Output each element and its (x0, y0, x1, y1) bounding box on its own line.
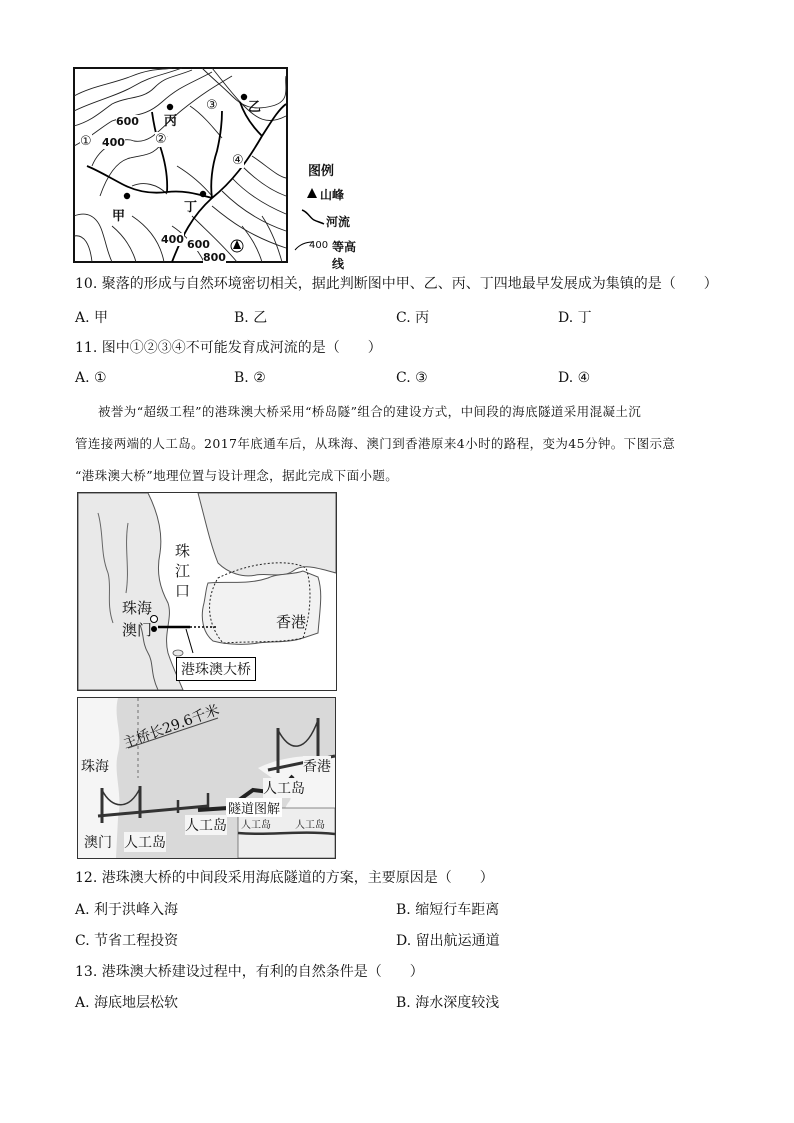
question-12-stem: 12. 港珠澳大桥的中间段采用海底隧道的方案，主要原因是（ ） (75, 870, 494, 886)
q10-option-c[interactable]: C. 丙 (396, 310, 430, 326)
artificial-island-label: 人工岛 (124, 832, 166, 852)
peak-icon (306, 187, 318, 199)
question-11-stem: 11. 图中①②③④不可能发育成河流的是（ ） (75, 340, 382, 356)
location-map-figure (77, 492, 337, 691)
river-label-4: ④ (232, 153, 244, 168)
passage-line-3: “港珠澳大桥”地理位置与设计理念，据此完成下面小题。 (75, 468, 399, 483)
river-icon (300, 208, 326, 228)
place-label-yi: 乙 (248, 100, 262, 115)
q11-option-a[interactable]: A. ① (75, 370, 107, 386)
legend (300, 156, 360, 271)
hongkong-label: 香港 (303, 756, 331, 776)
estuary-label: 珠 江 口 (175, 542, 191, 600)
contour-map-figure (72, 66, 358, 271)
macau-label: 澳门 (84, 832, 112, 852)
q11-option-b[interactable]: B. ② (234, 370, 266, 386)
main-bridge-label: 主桥长29.6千米 (121, 702, 222, 752)
river-label-3: ③ (206, 98, 218, 113)
legend-contour-sample: 400 (309, 240, 329, 251)
contour-label: 800 (203, 251, 226, 264)
place-label-jia: 甲 (112, 209, 126, 224)
q10-option-b[interactable]: B. 乙 (234, 310, 268, 326)
q13-option-a[interactable]: A. 海底地层松软 (75, 995, 179, 1011)
artificial-island-label: 人工岛 (295, 820, 325, 831)
macau-label: 澳门 (122, 621, 153, 639)
river-label-2: ② (155, 132, 167, 147)
passage-line-1: 被誉为“超级工程”的港珠澳大桥采用“桥岛隧”组合的建设方式，中间段的海底隧道采用混凝土沉 (98, 404, 642, 419)
contour-label: 600 (116, 115, 139, 128)
place-label-bing: 丙 (164, 114, 178, 129)
place-label-ding: 丁 (184, 200, 198, 215)
q12-option-b[interactable]: B. 缩短行车距离 (396, 902, 500, 918)
question-10-stem: 10. 聚落的形成与自然环境密切相关，据此判断图中甲、乙、丙、丁四地最早发展成为集镇的是（ ） (75, 276, 718, 292)
river-label-1: ① (80, 134, 92, 149)
hongkong-label: 香港 (276, 613, 307, 631)
question-13-stem: 13. 港珠澳大桥建设过程中，有利的自然条件是（ ） (75, 964, 424, 980)
q12-option-d[interactable]: D. 留出航运通道 (396, 933, 500, 949)
legend-river: 河流 (326, 215, 351, 229)
passage-line-2: 管连接两端的人工岛。2017年底通车后，从珠海、澳门到香港原来4小时的路程，变为45分钟。下图示意 (75, 436, 676, 451)
q11-option-c[interactable]: C. ③ (396, 370, 428, 386)
artificial-island-label: 人工岛 (263, 778, 305, 798)
q12-option-c[interactable]: C. 节省工程投资 (75, 933, 179, 949)
contour-label: 400 (102, 136, 125, 149)
legend-title: 图例 (308, 164, 335, 179)
q10-option-a[interactable]: A. 甲 (75, 310, 109, 326)
zhuhai-label: 珠海 (122, 599, 153, 617)
q10-option-d[interactable]: D. 丁 (558, 310, 592, 326)
tunnel-label: 隧道图解 (226, 798, 282, 817)
artificial-island-label: 人工岛 (185, 815, 227, 835)
legend-contour: 等高线 (332, 240, 357, 271)
contour-label: 400 (161, 233, 184, 246)
contour-label: 600 (187, 238, 210, 251)
q11-option-d[interactable]: D. ④ (558, 370, 591, 386)
bridge-label: 港珠澳大桥 (176, 657, 256, 681)
bridge-design-figure (77, 697, 336, 859)
q13-option-b[interactable]: B. 海水深度较浅 (396, 995, 500, 1011)
q12-option-a[interactable]: A. 利于洪峰入海 (75, 902, 179, 918)
artificial-island-label: 人工岛 (241, 820, 271, 831)
legend-peak: 山峰 (320, 188, 345, 202)
zhuhai-label: 珠海 (81, 756, 109, 776)
